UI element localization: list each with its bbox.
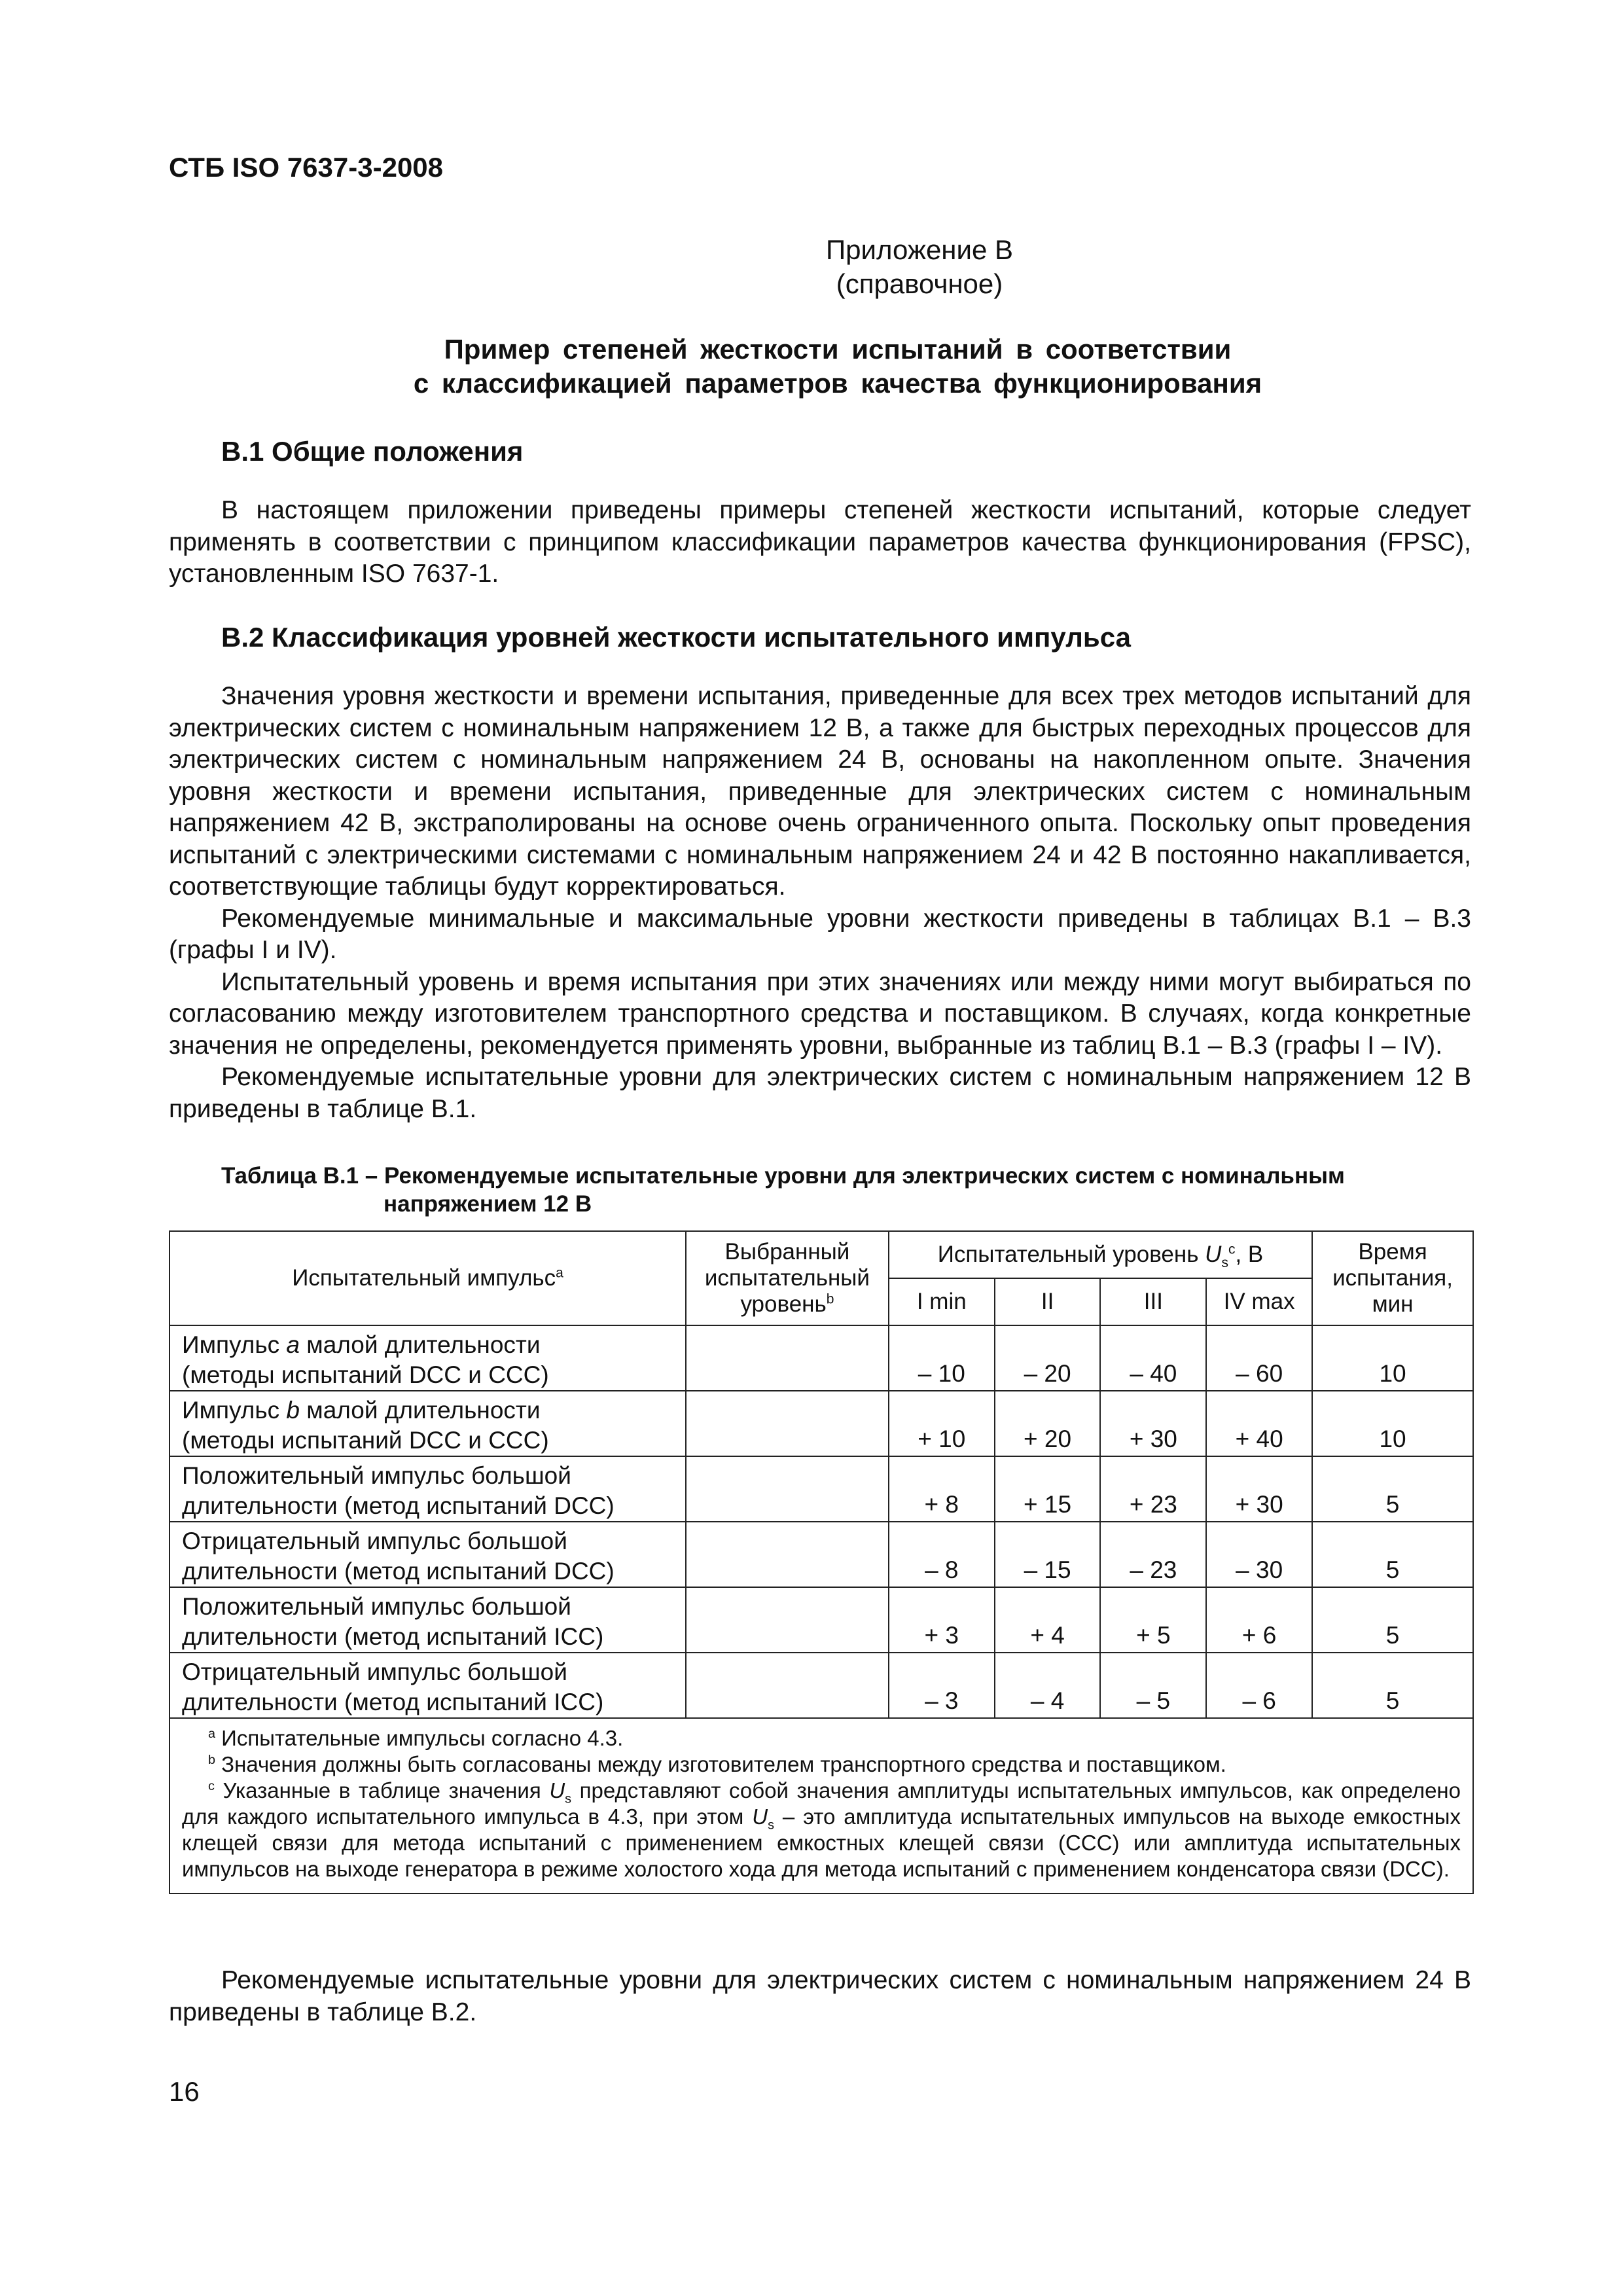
table-row	[169, 1325, 1473, 1391]
section-2-paragraph-1: Значения уровня жесткости и времени испытания, приведенные для всех трех методов испытаний для электрических систем с номинальным напряжением 12 В, а также для быстрых переходных процессов для электрических систем с номинальным напряжением 24 В, основаны на накопленном опыте. Значения уровня жесткости и времени испытания, приведенные для электрических систем с номинальным напряжением 42 В, экстраполированы на основе очень ограниченного опыта. Поскольку опыт проведения испытаний с электрическими системами с номинальным напряжением 24 и 42 В постоянно накапливается, соответствующие таблицы будут корректироваться.	[169, 682, 1471, 901]
header-pulse: Испытательный импульс$^a$	[169, 1231, 686, 1325]
pulse-name-cell: Импульс a малой длительности (методы испытаний DCC и CCC)	[169, 1325, 686, 1391]
pulse-name-cell: Импульс b малой длительности (методы испытаний DCC и CCC)	[169, 1391, 686, 1456]
level-iv-cell: – 60	[1206, 1325, 1312, 1391]
test-time-cell: 10	[1312, 1391, 1473, 1456]
test-time-cell: 5	[1312, 1587, 1473, 1653]
level-iv-cell: – 6	[1206, 1653, 1312, 1718]
level-iii-cell: + 5	[1100, 1587, 1206, 1653]
annex-title-block	[0, 233, 1623, 301]
section-2-paragraph-3: Испытательный уровень и время испытания при этих значениях или между ними могут выбираться по согласованию между изготовителем транспортного средства и поставщиком. В случаях, когда конкретные значения не определены, рекомендуется применять уровни, выбранные из таблиц В.1 – В.3 (графы I – IV).	[169, 967, 1471, 1060]
table-row	[169, 1522, 1473, 1587]
level-i-cell: – 8	[889, 1522, 995, 1587]
header-col-iv: IV max	[1206, 1278, 1312, 1325]
table-caption-line2: напряжением 12 В	[383, 1191, 592, 1217]
level-ii-cell: + 20	[995, 1391, 1101, 1456]
test-time-cell: 5	[1312, 1522, 1473, 1587]
header-selected-level: Выбранный испытательный уровень$^b$	[686, 1231, 889, 1325]
pulse-name-cell: Положительный импульс большой длительности (метод испытаний DCC)	[169, 1456, 686, 1522]
level-i-cell: + 3	[889, 1587, 995, 1653]
level-ii-cell: + 15	[995, 1456, 1101, 1522]
main-title	[0, 332, 1623, 401]
section-2-body	[169, 681, 1471, 1125]
level-ii-cell: – 20	[995, 1325, 1101, 1391]
selected-level-cell	[686, 1456, 889, 1522]
section-2-heading: В.2 Классификация уровней жесткости испытательного импульса	[221, 622, 1131, 653]
test-time-cell: 5	[1312, 1456, 1473, 1522]
table-row	[169, 1587, 1473, 1653]
level-i-cell: + 10	[889, 1391, 995, 1456]
table-row	[169, 1391, 1473, 1456]
table-row	[169, 1653, 1473, 1718]
level-iii-cell: + 30	[1100, 1391, 1206, 1456]
page-number: 16	[169, 2076, 200, 2107]
test-levels-table	[169, 1230, 1474, 1894]
table-row	[169, 1456, 1473, 1522]
note-b: $^b$ Значения должны быть согласованы между изготовителем транспортного средства и поставщиком.	[208, 1752, 1226, 1776]
after-table-body	[169, 1965, 1471, 2028]
main-title-line2: с классификацией параметров качества функционирования	[413, 368, 1262, 399]
level-iv-cell: – 30	[1206, 1522, 1312, 1587]
section-1-heading: В.1 Общие положения	[221, 436, 524, 467]
header-col-i: I min	[889, 1278, 995, 1325]
main-title-line1: Пример степеней жесткости испытаний в соответствии	[444, 334, 1232, 365]
level-iv-cell: + 40	[1206, 1391, 1312, 1456]
selected-level-cell	[686, 1391, 889, 1456]
selected-level-cell	[686, 1325, 889, 1391]
table-notes-row	[169, 1718, 1473, 1893]
annex-title: Приложение В	[825, 234, 1014, 265]
table-body	[169, 1325, 1473, 1718]
level-iv-cell: + 6	[1206, 1587, 1312, 1653]
test-time-cell: 10	[1312, 1325, 1473, 1391]
selected-level-cell	[686, 1587, 889, 1653]
table-notes	[169, 1718, 1473, 1893]
section-1-body	[169, 495, 1471, 590]
pulse-name-cell: Отрицательный импульс большой длительности (метод испытаний DCC)	[169, 1522, 686, 1587]
note-a: $^a$ Испытательные импульсы согласно 4.3.	[208, 1726, 624, 1750]
annex-subtitle: (справочное)	[836, 268, 1003, 299]
level-i-cell: + 8	[889, 1456, 995, 1522]
pulse-name-cell: Отрицательный импульс большой длительности (метод испытаний ICC)	[169, 1653, 686, 1718]
header-test-level: Испытательный уровень $U_s^c$, В	[889, 1231, 1312, 1278]
level-ii-cell: – 4	[995, 1653, 1101, 1718]
selected-level-cell	[686, 1653, 889, 1718]
after-table-paragraph: Рекомендуемые испытательные уровни для электрических систем с номинальным напряжением 24 В приведены в таблице В.2.	[169, 1966, 1471, 2026]
header-test-time: Время испытания, мин	[1312, 1231, 1473, 1325]
section-1-paragraph: В настоящем приложении приведены примеры степеней жесткости испытаний, которые следует применять в соответствии с принципом классификации параметров качества функционирования (FPSC), установленным ISO 7637-1.	[169, 496, 1471, 588]
level-iv-cell: + 30	[1206, 1456, 1312, 1522]
level-i-cell: – 10	[889, 1325, 995, 1391]
pulse-name-cell: Положительный импульс большой длительности (метод испытаний ICC)	[169, 1587, 686, 1653]
level-ii-cell: – 15	[995, 1522, 1101, 1587]
selected-level-cell	[686, 1522, 889, 1587]
level-iii-cell: + 23	[1100, 1456, 1206, 1522]
table-caption-line1: Таблица В.1 – Рекомендуемые испытательные уровни для электрических систем с номинальным	[221, 1163, 1345, 1189]
note-c: $^c$ Указанные в таблице значения $U_s$ представляют собой значения амплитуды испытательных импульсов, как определено для каждого испытательного импульса в 4.3, при этом $U_s$ – это амплитуда испытательных импульсов на выходе емкостных клещей связи для метода испытаний с применением емкостных клещей связи (CCC) или амплитуда испытательных импульсов на выходе генератора в режиме холостого хода для метода испытаний с применением конденсатора связи (DCC).	[182, 1778, 1461, 1881]
level-iii-cell: – 40	[1100, 1325, 1206, 1391]
table-caption	[221, 1162, 1345, 1218]
table-header-row	[169, 1231, 1473, 1278]
level-iii-cell: – 5	[1100, 1653, 1206, 1718]
section-2-paragraph-4: Рекомендуемые испытательные уровни для электрических систем с номинальным напряжением 12 В приведены в таблице В.1.	[169, 1063, 1471, 1123]
section-2-paragraph-2: Рекомендуемые минимальные и максимальные уровни жесткости приведены в таблицах В.1 – В.3 (графы I и IV).	[169, 904, 1471, 964]
document-code: СТБ ISO 7637-3-2008	[169, 152, 444, 183]
test-time-cell: 5	[1312, 1653, 1473, 1718]
level-i-cell: – 3	[889, 1653, 995, 1718]
header-col-ii: II	[995, 1278, 1101, 1325]
header-col-iii: III	[1100, 1278, 1206, 1325]
level-ii-cell: + 4	[995, 1587, 1101, 1653]
level-iii-cell: – 23	[1100, 1522, 1206, 1587]
